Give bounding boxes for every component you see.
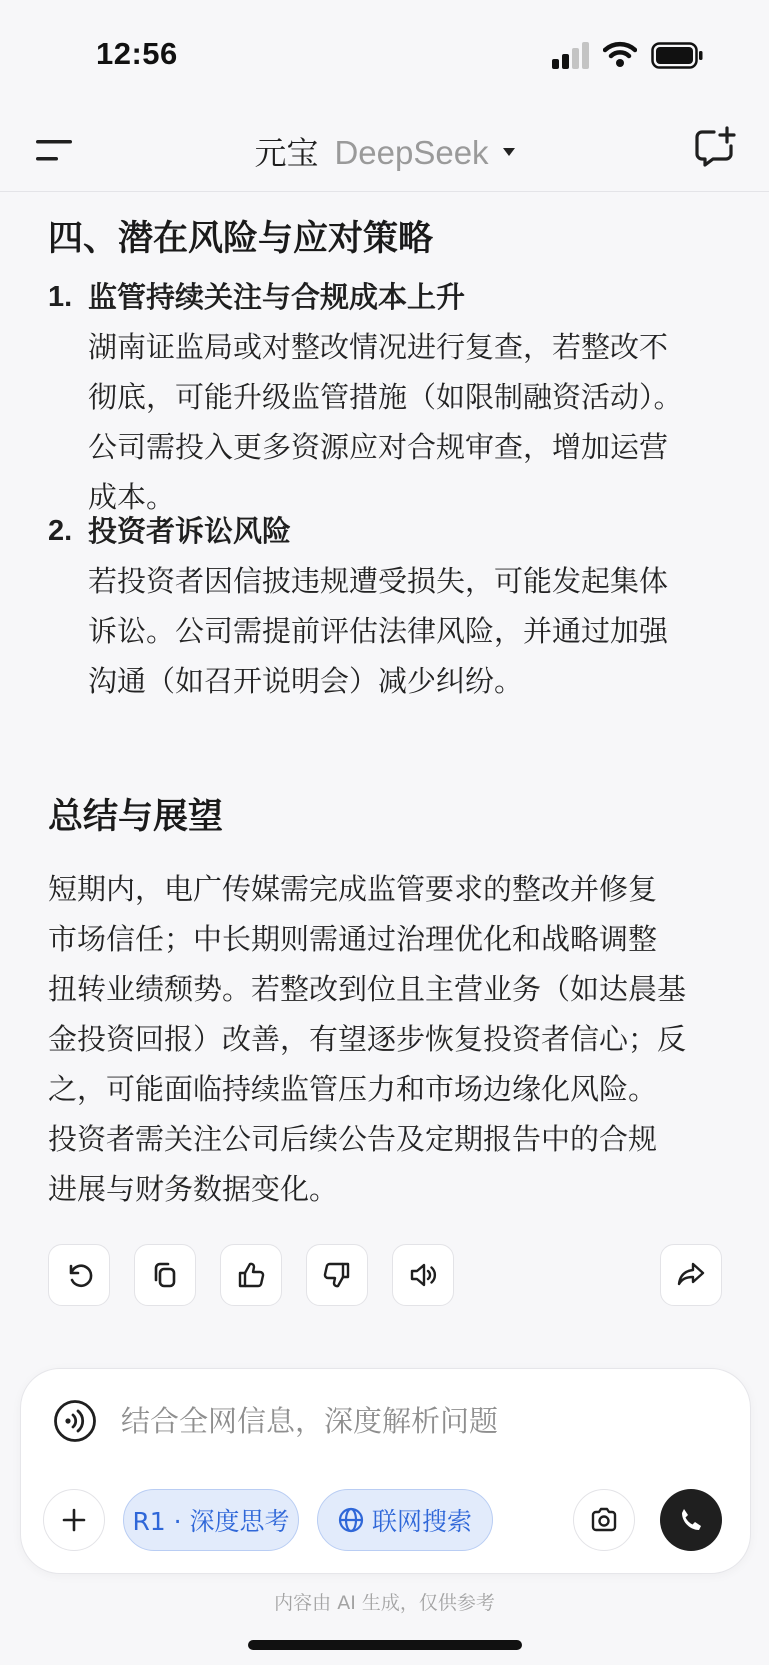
battery-icon [651,42,703,69]
app-title: 元宝 [254,134,319,172]
camera-button[interactable] [573,1489,635,1551]
ai-disclaimer: 内容由 AI 生成，仅供参考 [274,1592,495,1614]
speaker-icon [407,1259,439,1291]
dislike-button[interactable] [306,1244,368,1306]
text-line: 进展与财务数据变化。 [48,1172,339,1206]
text-line: 金投资回报）改善，有望逐步恢复投资者信心；反 [48,1022,687,1056]
cellular-signal-icon [552,42,590,69]
like-button[interactable] [220,1244,282,1306]
camera-icon [589,1505,619,1535]
text-line: 公司需投入更多资源应对合规审查，增加运营 [88,430,669,464]
voice-input-icon[interactable] [53,1399,97,1443]
app-header [0,110,769,192]
section-heading-risks: 四、潜在风险与应对策略 [48,219,434,259]
list-number: 1. [48,281,73,313]
text-line: 投资者需关注公司后续公告及定期报告中的合规 [48,1122,658,1156]
refresh-icon [63,1259,95,1291]
text-line: 之，可能面临持续监管压力和市场边缘化风险。 [48,1072,658,1106]
list-number: 2. [48,515,73,547]
text-line: 若投资者因信披违规遭受损失，可能发起集体 [88,564,669,598]
thumbs-down-icon [321,1259,353,1291]
text-line: 市场信任；中长期则需通过治理优化和战略调整 [48,922,658,956]
section-heading-summary: 总结与展望 [48,797,224,837]
voice-call-button[interactable] [660,1489,722,1551]
status-time: 12:56 [96,36,178,71]
home-indicator[interactable] [248,1640,522,1650]
web-search-label: 联网搜索 [371,1507,472,1536]
web-search-toggle[interactable] [317,1489,493,1551]
new-chat-icon[interactable] [692,126,736,170]
share-button[interactable] [660,1244,722,1306]
model-selector[interactable] [0,128,769,174]
attach-button[interactable] [43,1489,105,1551]
text-line: 湖南证监局或对整改情况进行复查，若整改不 [88,330,669,364]
model-name: DeepSeek [334,134,489,171]
copy-button[interactable] [134,1244,196,1306]
text-line: 扭转业绩颓势。若整改到位且主营业务（如达晨基 [48,972,687,1006]
status-bar [0,0,769,110]
list-item-body [88,556,728,706]
list-item-body [88,322,728,522]
text-line: 沟通（如召开说明会）减少纠纷。 [88,664,524,698]
plus-icon [60,1506,88,1534]
thumbs-up-icon [235,1259,267,1291]
share-icon [675,1259,707,1291]
text-line: 彻底，可能升级监管措施（如限制融资活动）。 [88,380,683,414]
read-aloud-button[interactable] [392,1244,454,1306]
deep-think-toggle[interactable]: R1 · 深度思考 [123,1489,299,1551]
caret-down-icon [503,148,515,156]
text-line: 诉讼。公司需提前评估法律风险，并通过加强 [88,614,669,648]
summary-paragraph [48,864,738,1214]
wifi-icon [603,40,637,68]
composer [20,1368,751,1574]
message-input[interactable] [121,1397,681,1445]
list-item-title: 投资者诉讼风险 [88,514,292,548]
text-line: 短期内，电广传媒需完成监管要求的整改并修复 [48,872,658,906]
globe-icon [338,1507,364,1533]
text-line: 成本。 [88,480,176,514]
regenerate-button[interactable] [48,1244,110,1306]
copy-icon [149,1259,181,1291]
phone-icon [676,1505,706,1535]
list-item-title: 监管持续关注与合规成本上升 [88,280,466,314]
